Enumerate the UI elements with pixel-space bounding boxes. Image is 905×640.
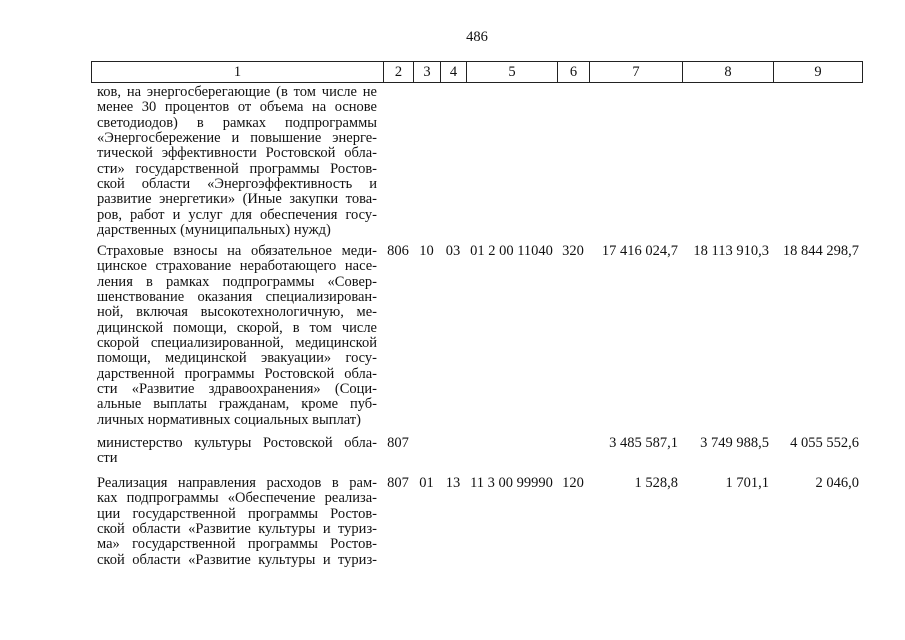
cell-amount-1: 17 416 024,7 [601,243,678,259]
description-line: светодиодов) в рамках подпрограммы [97,114,377,131]
cell-ministry-code: 806 [387,243,409,259]
cell-section: 01 [419,475,434,491]
empty-cell [440,436,466,467]
description-line: ма» государственной программы Ростов- [97,536,377,553]
description-line: развитие энергетики» (Иные закупки това- [97,191,377,208]
description-line: сти «Развитие здравоохранения» (Соци- [97,381,377,398]
cell-expense-type: 120 [562,475,584,491]
empty-cell [589,85,682,238]
description-line: помощи, медицинской эвакуации» госу- [97,350,377,367]
header-col-1: 1 [91,61,383,83]
description-line: сти [97,450,118,467]
cell-subsection: 13 [445,475,461,491]
header-col-6: 6 [557,61,589,83]
description-line: ской области «Развитие культуры и туриз- [97,551,377,568]
cell-ministry-code: 807 [387,475,409,491]
page-number: 486 [466,29,488,45]
empty-cell [413,85,440,238]
empty-cell [466,85,557,238]
description-line: цинское страхование неработающего насе- [97,258,377,275]
description-line: дицинской помощи, скорой, в том числе [97,319,377,336]
cell-amount-1: 3 485 587,1 [609,435,678,451]
empty-cell [440,85,466,238]
header-col-7: 7 [589,61,682,83]
description-line: дарственной программы Ростовской обла- [97,365,377,382]
header-col-2: 2 [383,61,413,83]
description-line: тической эффективности Ростовской обла- [97,145,377,162]
table-row [91,85,863,238]
cell-amount-2: 1 701,1 [725,475,769,491]
empty-cell [413,436,440,467]
description-line: «Энергосбережение и повышение энерге- [97,130,377,147]
description-line: Реализация направления расходов в рам- [97,475,377,491]
description-line: министерство культуры Ростовской обла- [97,435,377,451]
description-line: скорой специализированной, медицинской [97,335,377,352]
cell-subsection: 03 [445,243,461,259]
empty-cell [557,436,589,467]
cell-expense-type: 320 [562,243,584,259]
description-line: ках подпрограммы «Обеспечение реализа- [97,490,377,507]
empty-cell [383,85,413,238]
header-col-4: 4 [440,61,466,83]
cell-amount-2: 18 113 910,3 [693,243,769,259]
row-description [91,476,383,568]
header-col-3: 3 [413,61,440,83]
description-line: ления в рамках подпрограммы «Совер- [97,273,377,290]
description-line: альные выплаты гражданам, кроме пуб- [97,396,377,413]
header-col-9: 9 [773,61,863,83]
empty-cell [773,85,863,238]
description-line: ров, работ и услуг для обеспечения госу- [97,206,377,223]
empty-cell [466,436,557,467]
header-col-8: 8 [682,61,773,83]
cell-target-article: 01 2 00 11040 [470,243,553,259]
cell-amount-3: 4 055 552,6 [790,435,859,451]
cell-target-article: 11 3 00 99990 [470,475,553,491]
table-row [91,436,863,467]
description-line: дарственных (муниципальных) нужд) [97,222,331,239]
description-line: ской области «Энергоэффективность и [97,176,377,193]
description-line: шенствование оказания специализирован- [97,289,377,306]
cell-amount-2: 3 749 988,5 [700,435,769,451]
header-col-5: 5 [466,61,557,83]
cell-section: 10 [419,243,434,259]
description-line: личных нормативных социальных выплат) [97,411,361,428]
description-line: Страховые взносы на обязательное меди- [97,243,377,259]
row-description [91,244,383,428]
description-line: ков, на энергосберегающие (в том числе не [97,84,377,100]
table-row [91,476,863,568]
table-header-row [91,61,863,83]
cell-ministry-code: 807 [387,435,409,451]
description-line: ской области «Развитие культуры и туриз- [97,521,377,538]
description-line: менее 30 процентов от объема на основе [97,99,377,116]
description-line: ции государственной программы Ростов- [97,505,377,522]
cell-amount-3: 2 046,0 [815,475,859,491]
cell-amount-1: 1 528,8 [634,475,678,491]
row-description [91,436,383,467]
empty-cell [682,85,773,238]
description-line: ной, включая высокотехнологичную, ме- [97,304,377,321]
cell-amount-3: 18 844 298,7 [782,243,859,259]
row-description [91,85,383,238]
table-row [91,244,863,428]
description-line: сти» государственной программы Ростов- [97,160,377,177]
empty-cell [557,85,589,238]
